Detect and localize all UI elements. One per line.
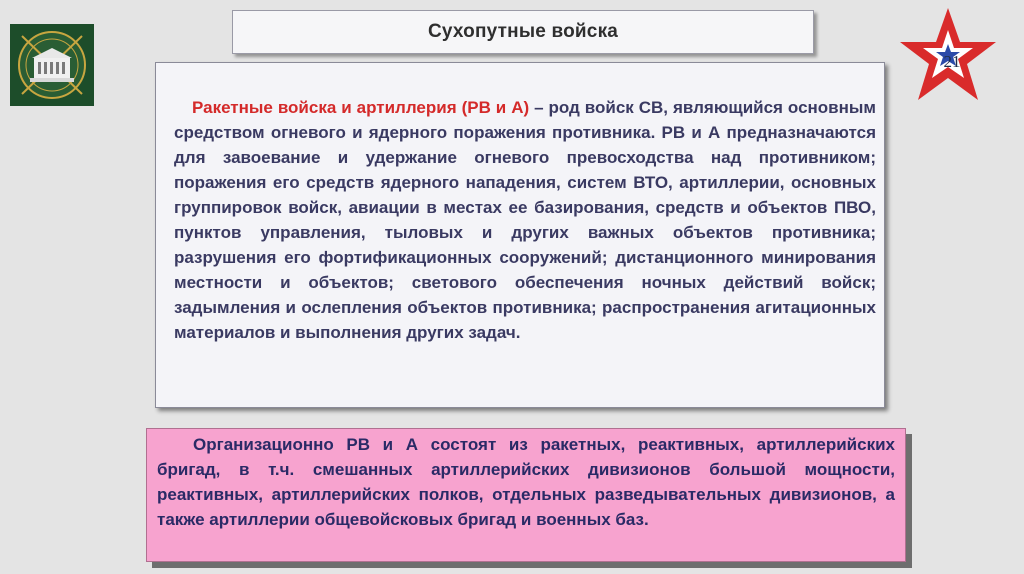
emblem-icon <box>10 24 94 106</box>
title-bar <box>232 10 814 54</box>
definition-text: – род войск СВ, являющийся основным средством огневого и ядерного поражения противника. РВ и А предназначаются для завоевание и удержание огневого превосходства над противником; поражения его средств ядерного нападения, систем ВТО, артиллерии, основных группировок войск, авиации в местах ее базирования, средств и объектов ПВО, пунктов управления, тыловых и других важных объектов противника; разрушения его фортификационных сооружений; дистанционного минирования местности и объектов; светового обеспечения ночных действий войск; задымления и ослепления объектов противника; распространения агитационных материалов и выполнения других задач. <box>174 98 876 342</box>
definition-paragraph <box>174 95 876 345</box>
organization-paragraph: Организационно РВ и А состоят из ракетных, реактивных, артиллерийских бригад, в т.ч. смешанных артиллерийских дивизионов большой мощности, реактивных, артиллерийских полков, отдельных разведывательных дивизионов, а также артиллерии общевойсковых бригад и военных баз. <box>157 435 895 529</box>
page-number: 21 <box>943 52 961 71</box>
organization-box <box>146 428 906 562</box>
term-highlight: Ракетные войска и артиллерия (РВ и А) <box>192 98 530 117</box>
definition-box <box>155 62 885 408</box>
page-title: Сухопутные войска <box>427 21 619 42</box>
